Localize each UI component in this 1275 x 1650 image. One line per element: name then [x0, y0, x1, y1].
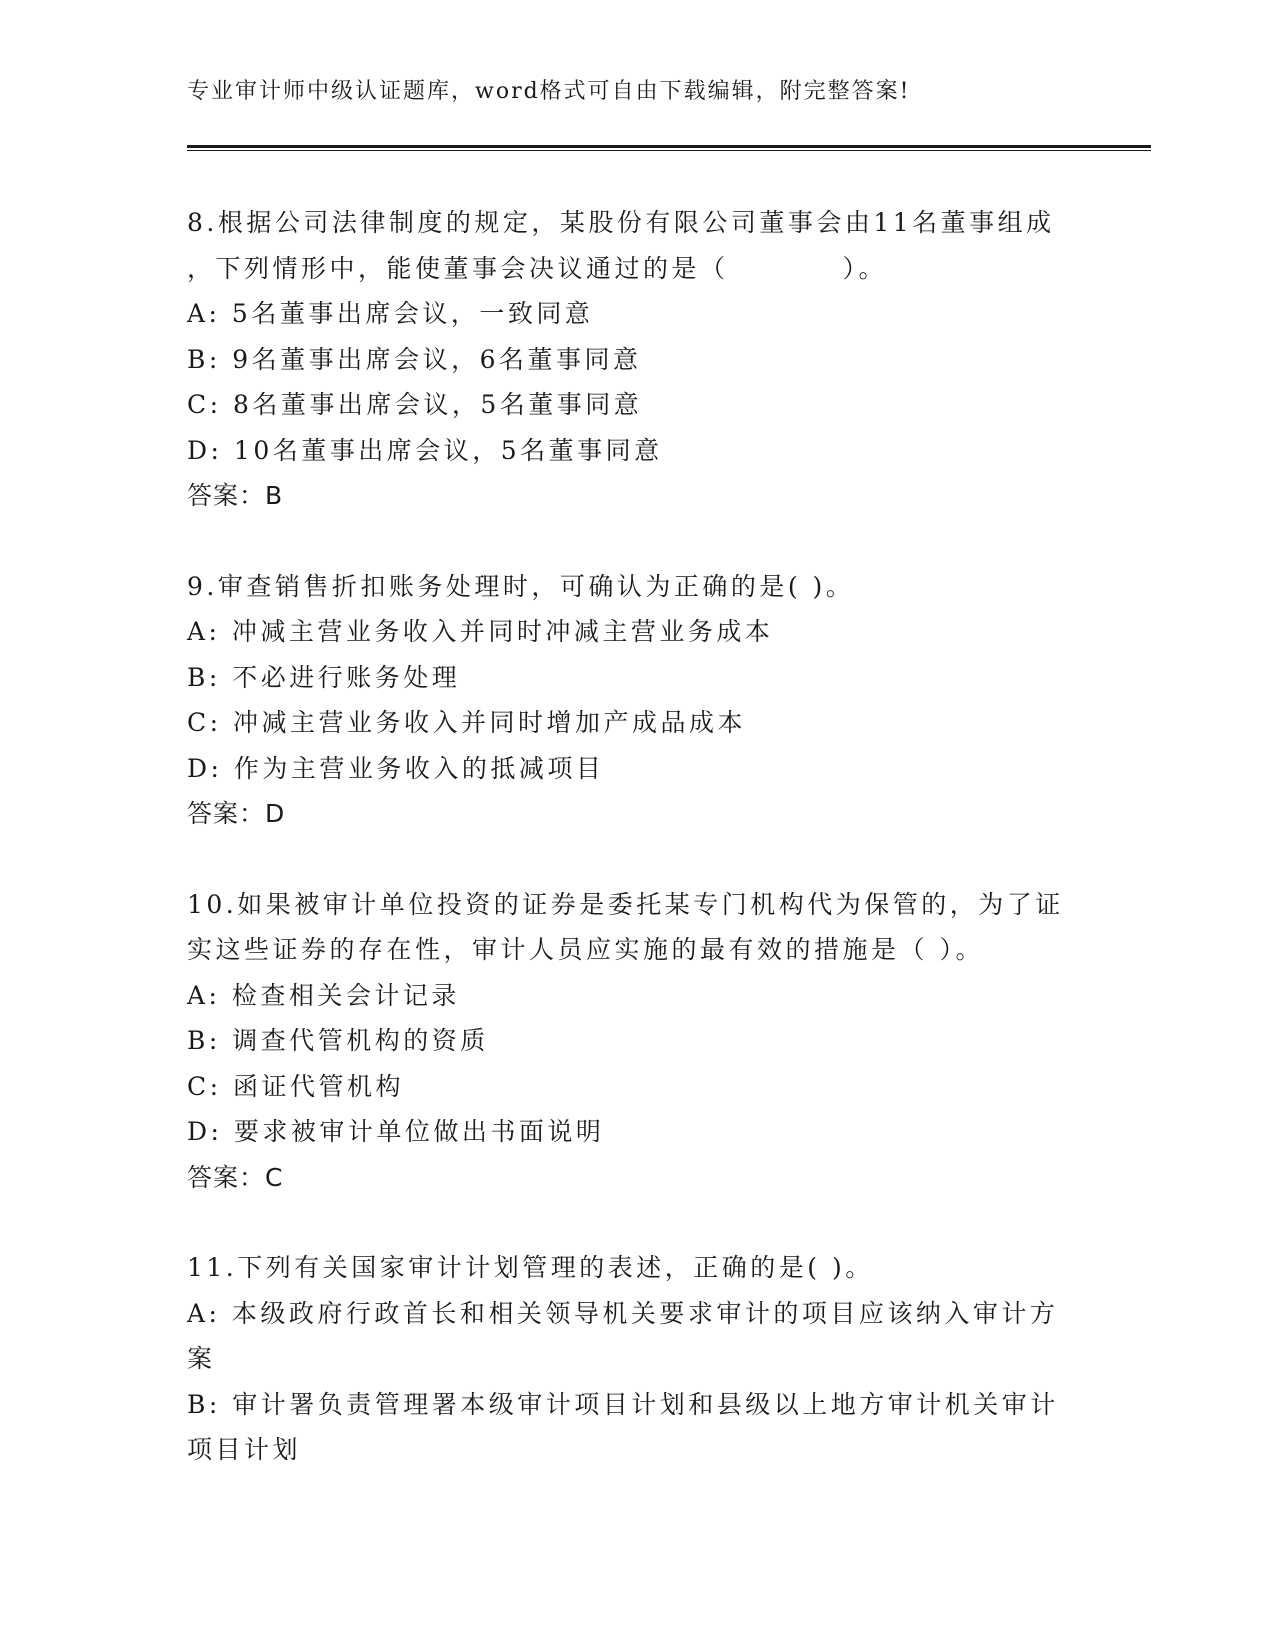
question-option: 项目计划	[187, 1435, 302, 1464]
question-option: A: 检查相关会计记录	[187, 980, 460, 1010]
question-option: B: 审计署负责管理署本级审计项目计划和县级以上地方审计机关审计	[187, 1389, 1059, 1419]
question-option: C: 函证代管机构	[187, 1071, 404, 1101]
question-option: D: 作为主营业务收入的抵减项目	[187, 753, 605, 783]
question-option: B: 9名董事出席会议，6名董事同意	[187, 344, 642, 374]
question-option: B: 不必进行账务处理	[187, 662, 461, 692]
question-option: D: 10名董事出席会议，5名董事同意	[187, 435, 663, 465]
answer-label: 答案：B	[187, 481, 284, 510]
header-rule-thick	[187, 145, 1151, 148]
question-stem: 11.下列有关国家审计计划管理的表述，正确的是( )。	[187, 1253, 874, 1282]
question-block	[187, 882, 1087, 1201]
answer-label: 答案：D	[187, 799, 286, 828]
question-block	[187, 1245, 1087, 1473]
question-stem: 8.根据公司法律制度的规定，某股份有限公司董事会由11名董事组成	[187, 208, 1055, 237]
page-header: 专业审计师中级认证题库，word格式可自由下载编辑，附完整答案!	[187, 79, 911, 104]
question-list	[187, 200, 1087, 1518]
question-block	[187, 200, 1087, 519]
question-option: 案	[187, 1344, 216, 1373]
header-rule-thin	[187, 150, 1151, 151]
question-option: A: 本级政府行政首长和相关领导机关要求审计的项目应该纳入审计方	[187, 1298, 1059, 1328]
question-option: A: 5名董事出席会议，一致同意	[187, 299, 594, 328]
question-stem: ，下列情形中，能使董事会决议通过的是（ ）。	[187, 253, 888, 283]
question-option: A: 冲减主营业务收入并同时冲减主营业务成本	[187, 617, 774, 646]
question-option: C: 冲减主营业务收入并同时增加产成品成本	[187, 708, 746, 737]
question-stem: 实这些证券的存在性，审计人员应实施的最有效的措施是（ ）。	[187, 935, 984, 964]
answer-label: 答案：C	[187, 1162, 284, 1192]
question-option: B: 调查代管机构的资质	[187, 1026, 489, 1055]
question-block	[187, 564, 1087, 837]
question-stem: 10.如果被审计单位投资的证券是委托某专门机构代为保管的，为了证	[187, 889, 1064, 919]
question-stem: 9.审查销售折扣账务处理时，可确认为正确的是( )。	[187, 571, 855, 601]
question-option: C: 8名董事出席会议，5名董事同意	[187, 390, 643, 419]
question-option: D: 要求被审计单位做出书面说明	[187, 1117, 605, 1146]
